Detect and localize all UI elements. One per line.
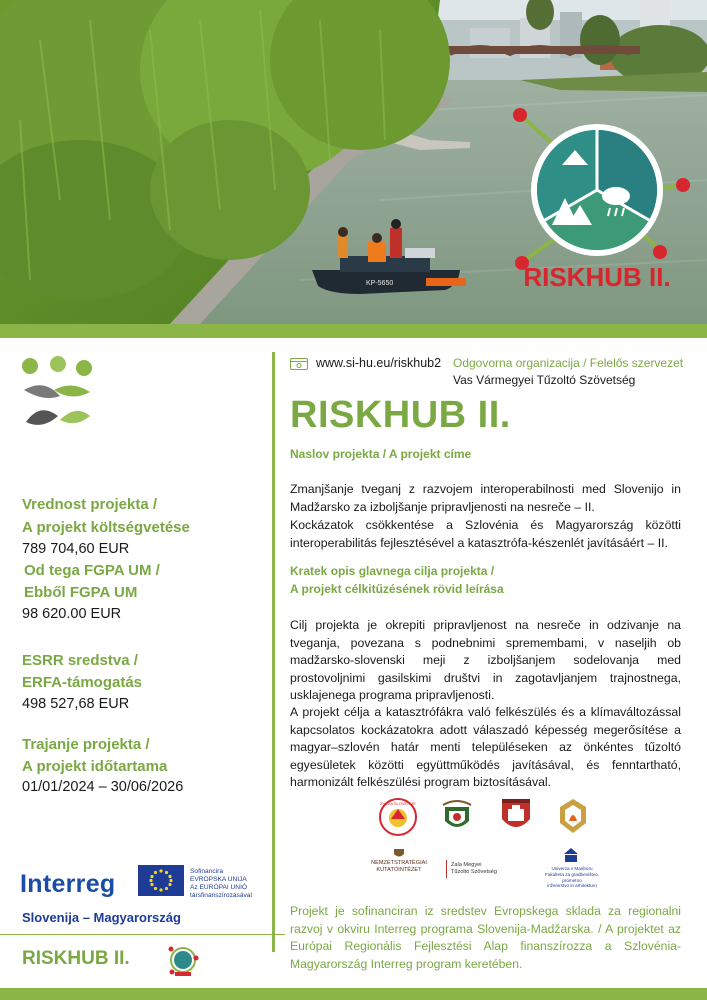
- duration-label-hu: A projekt időtartama: [22, 758, 168, 775]
- fgpa-label-hu: Ebből FGPA UM: [24, 584, 138, 601]
- program-countries: Slovenija – Magyarország: [22, 910, 181, 925]
- project-name-label: Naslov projekta / A projekt címe: [290, 447, 472, 461]
- eu-text-line: EVROPSKA UNIJA: [190, 876, 247, 883]
- fire-brigade-badge-logo: [556, 797, 590, 837]
- summary-label-hu: A projekt célkitűzésének rövid leírása: [290, 581, 504, 596]
- project-name-hu: Kockázatok csökkentése a Szlovénia és Magyarország közötti interoperabilitás fejlesztésével a katasztrófa-készenlét javításáért – II.: [290, 518, 681, 550]
- erdf-label-hu: ERFA-támogatás: [22, 674, 143, 691]
- brand-logo-icon: [20, 356, 94, 430]
- eu-flag-icon: [138, 865, 184, 896]
- partner-logo-line: Fakulteta za gradbeništvo, prometno: [545, 871, 599, 883]
- summary-label: [290, 563, 504, 598]
- research-institute-logo: [366, 860, 432, 874]
- column-divider: [272, 352, 275, 952]
- eu-cofinancing-text: [190, 868, 260, 900]
- responsible-org-label: Odgovorna organizacija / Felelős szervezet: [453, 356, 684, 370]
- cofinancing-statement: Projekt je sofinanciran iz sredstev Evropskega sklada za regionalni razvoj v okviru Interreg programa Slovenija-Madžarska. / A projektet az Európai Regionális Fejlesztési Alap finanszírozza a Szlovénia-Magyarország Interreg program keretében.: [290, 904, 681, 971]
- university-maribor-logo: [538, 866, 606, 889]
- footer-title: RISKHUB II.: [22, 948, 130, 969]
- erdf-label-sl: ESRR sredstva /: [22, 652, 138, 669]
- website-link[interactable]: www.si-hu.eu/riskhub2: [316, 356, 442, 370]
- project-value-label-sl: Vrednost projekta /: [22, 496, 158, 513]
- interreg-logo: Interreg: [20, 870, 116, 898]
- eu-text-line: társfinanszírozásával: [190, 892, 252, 899]
- partner-logo-line: Zala Megyei: [451, 862, 482, 868]
- eu-text-line: Az EURÓPAI UNIÓ: [190, 884, 248, 891]
- partner-logo-line: Tűzoltó Szövetség: [451, 869, 498, 875]
- fgpa-label-sl: Od tega FGPA UM /: [24, 562, 160, 579]
- partner-logo-line: KUTATÓINTÉZET: [376, 867, 422, 873]
- summary-label-sl: Kratek opis glavnega cilja projekta /: [290, 564, 495, 578]
- county-crest-logo: [437, 797, 477, 837]
- top-green-band: [0, 324, 707, 338]
- university-building-icon: [562, 846, 580, 864]
- project-value: 789 704,60 EUR: [22, 541, 130, 557]
- project-name-sl: Zmanjšanje tveganj z razvojem interoperabilnosti med Slovenijo in Madžarsko za izboljšanje pripravljenosti na nesreče – II.: [290, 482, 681, 514]
- partner-logo-line: Univerza v Mariboru: [551, 866, 593, 871]
- summary-hu: A projekt célja a katasztrófákra való felkészülés és a klímaváltozással kapcsolatos kockázatokra adott válaszadó képesség megerősítése a magyar–szlovén határ menti településeken az önkéntes tűzoltó egyesületek közötti együttműködés javításával, és fenntartható, harmonizált felkészülési program biztosításával.: [290, 705, 681, 790]
- left-divider: [0, 934, 285, 935]
- municipality-shield-logo: [498, 797, 534, 837]
- partner-logo-line: inženirstvo in arhitekturo: [547, 883, 597, 889]
- partner-logo-line: NEMZETSTRATÉGIAI: [371, 860, 427, 866]
- project-title: RISKHUB II.: [290, 394, 511, 436]
- emblem-text: RISKHUB II.: [523, 262, 671, 292]
- responsible-org-name: Vas Vármegyei Tűzoltó Szövetség: [453, 373, 636, 387]
- partner-logo-text: ZVEZA SLOVENIJE: [380, 801, 416, 806]
- header-photo: [0, 0, 707, 324]
- boat-marking: KP-5650: [366, 280, 394, 287]
- bottom-green-band: [0, 988, 707, 1000]
- zala-logo-bar: [446, 860, 447, 878]
- fgpa-value: 98 620.00 EUR: [22, 606, 122, 622]
- duration-label-sl: Trajanje projekta /: [22, 736, 150, 753]
- firefighters-association-slovenia-logo: [377, 797, 419, 837]
- research-institute-crest-icon: [392, 847, 406, 859]
- riskhub-badge-icon: [166, 944, 200, 978]
- river-rescue-photo: [0, 0, 707, 324]
- eu-text-line: Sofinancira: [190, 868, 223, 875]
- erdf-value: 498 527,68 EUR: [22, 696, 130, 712]
- duration-value: 01/01/2024 – 30/06/2026: [22, 779, 184, 795]
- project-value-label-hu: A projekt költségvetése: [22, 519, 190, 536]
- web-browser-icon: [290, 358, 308, 370]
- summary-sl: Cilj projekta je okrepiti pripravljenost na nesreče in odzivanje na tveganja, povezana s podnebnimi spremembami, v naseljih ob madžarsko-slovenski meji z izboljšanjem sodelovanja med prostovoljnimi gasilskimi društvi in zagotavljanjem trajnostnega, usklajenega programa pripravljenosti.: [290, 618, 681, 703]
- zala-firefighters-logo: [451, 862, 511, 876]
